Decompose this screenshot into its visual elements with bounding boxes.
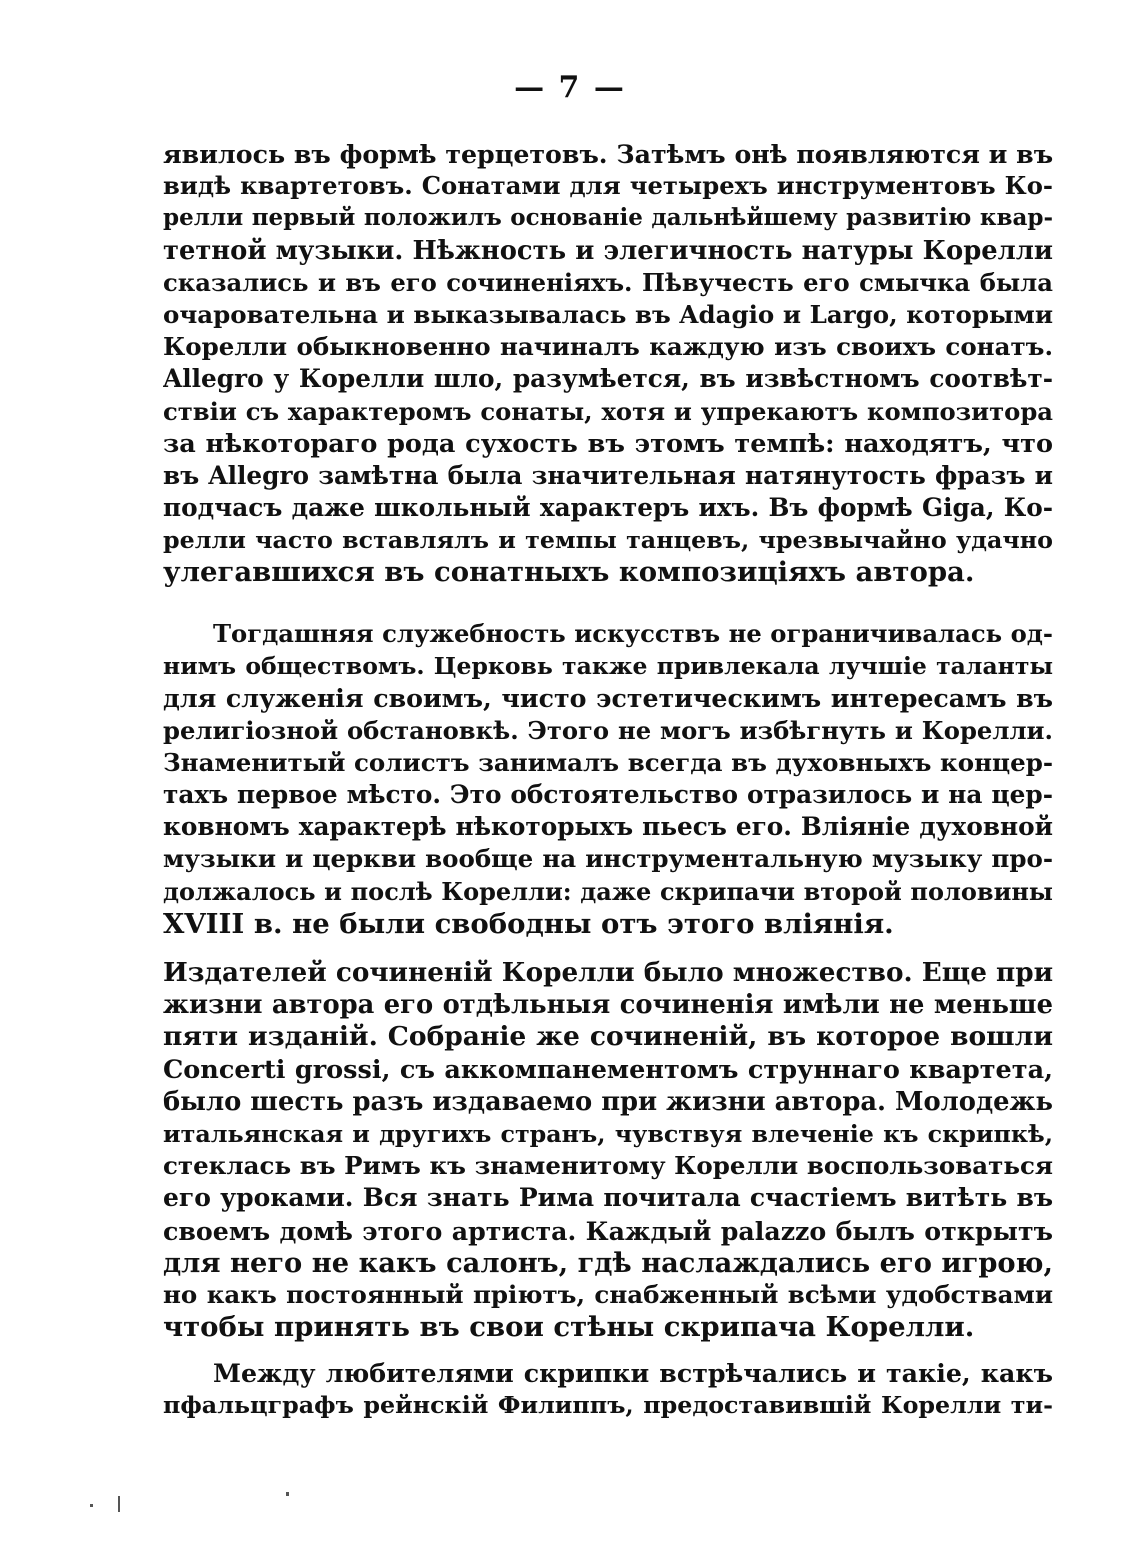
- paragraph-4: [163, 1357, 1053, 1421]
- text-line: итальянская и другихъ странъ, чувствуя влеченiе къ скрипкѣ,: [163, 1119, 1053, 1148]
- text-line: было шесть разъ издаваемо при жизни автора. Молодежь: [163, 1086, 1053, 1117]
- text-line: но какъ постоянный прiютъ, снабженный всѣми удобствами: [163, 1279, 1053, 1309]
- text-line: релли часто вставлялъ и темпы танцевъ, чрезвычайно удачно: [163, 526, 1053, 555]
- paragraph-3: [163, 957, 1053, 1343]
- page-number: — 7 —: [514, 70, 626, 105]
- text-line: ствiи съ характеромъ сонаты, хотя и упрекаютъ композитора: [163, 396, 1053, 426]
- text-line: пфальцграфъ рейнскiй Филиппъ, предоставившiй Корелли ти-: [163, 1391, 1053, 1420]
- scan-speck: [90, 1504, 93, 1507]
- text-line: Между любителями скрипки встрѣчались и такiе, какъ: [213, 1358, 1053, 1388]
- text-line: за нѣкотораго рода сухость въ этомъ темпѣ: находятъ, что: [163, 428, 1053, 459]
- paragraph-2: [163, 618, 1053, 940]
- text-line: Тогдашняя служебность искусствъ не ограничивалась од-: [213, 619, 1053, 648]
- text-line: очаровательна и выказывалась въ Adagio и Largo, которыми: [163, 299, 1053, 329]
- text-line: Знаменитый солистъ занималъ всегда въ духовныхъ концер-: [163, 747, 1053, 777]
- text-line: ковномъ характерѣ нѣкоторыхъ пьесъ его. Влiянiе духовной: [163, 812, 1053, 842]
- text-line: Allegro у Корелли шло, разумѣется, въ извѣстномъ соотвѣт-: [163, 364, 1053, 394]
- text-line: сказались и въ его сочиненiяхъ. Пѣвучесть его смычка была: [163, 267, 1053, 297]
- text-line: явилось въ формѣ терцетовъ. Затѣмъ онѣ появляются и въ: [163, 139, 1053, 169]
- text-line: видѣ квартетовъ. Сонатами для четырехъ инструментовъ Ко-: [163, 171, 1053, 201]
- text-line: въ Allegro замѣтна была значительная натянутость фразъ и: [163, 460, 1053, 490]
- text-line: чтобы принять въ свои стѣны скрипача Корелли.: [163, 1311, 975, 1344]
- text-line: своемъ домѣ этого артиста. Каждый palazzo былъ открытъ: [163, 1215, 1053, 1246]
- paragraph-1: [163, 138, 1053, 589]
- text-line: для служенiя своимъ, чисто эстетическимъ интересамъ въ: [163, 683, 1053, 714]
- text-line: его уроками. Вся знать Рима почитала счастiемъ витѣть въ: [163, 1183, 1053, 1213]
- text-line: подчасъ даже школьный характеръ ихъ. Въ формѣ Giga, Ко-: [163, 493, 1053, 523]
- text-line: религiозной обстановкѣ. Этого не могъ избѣгнуть и Корелли.: [163, 715, 1053, 745]
- text-line: нимъ обществомъ. Церковь также привлекала лучшiе таланты: [163, 652, 1053, 681]
- text-line: должалось и послѣ Корелли: даже скрипачи второй половины: [163, 876, 1053, 906]
- text-line: для него не какъ салонъ, гдѣ наслаждались его игрою,: [163, 1246, 1053, 1279]
- text-line: Издателей сочиненiй Корелли было множество. Еще при: [163, 957, 1053, 988]
- text-line: музыки и церкви вообще на инструментальную музыку про-: [163, 844, 1053, 874]
- text-line: Корелли обыкновенно начиналъ каждую изъ своихъ сонатъ.: [163, 332, 1053, 362]
- text-line: улегавшихся въ сонатныхъ композицiяхъ автора.: [163, 556, 975, 589]
- text-line: релли первый положилъ основанiе дальнѣйшему развитiю квар-: [163, 204, 1053, 232]
- scan-speck: [286, 1492, 289, 1496]
- scan-specks: [90, 1492, 310, 1516]
- text-line: тахъ первое мѣсто. Это обстоятельство отразилось и на цер-: [163, 779, 1053, 809]
- text-line: тетной музыки. Нѣжность и элегичность натуры Корелли: [163, 235, 1053, 266]
- scan-speck: [118, 1496, 120, 1512]
- text-line: пяти изданiй. Собранiе же сочиненiй, въ которое вошли: [163, 1021, 1053, 1053]
- text-line: стеклась въ Римъ къ знаменитому Корелли воспользоваться: [163, 1151, 1053, 1181]
- text-line: XVIII в. не были свободны отъ этого влiянiя.: [163, 907, 894, 940]
- text-line: Concerti grossi, съ аккомпанементомъ струннаго квартета,: [163, 1054, 1053, 1085]
- text-line: жизни автора его отдѣльныя сочиненiя имѣли не меньше: [163, 990, 1053, 1021]
